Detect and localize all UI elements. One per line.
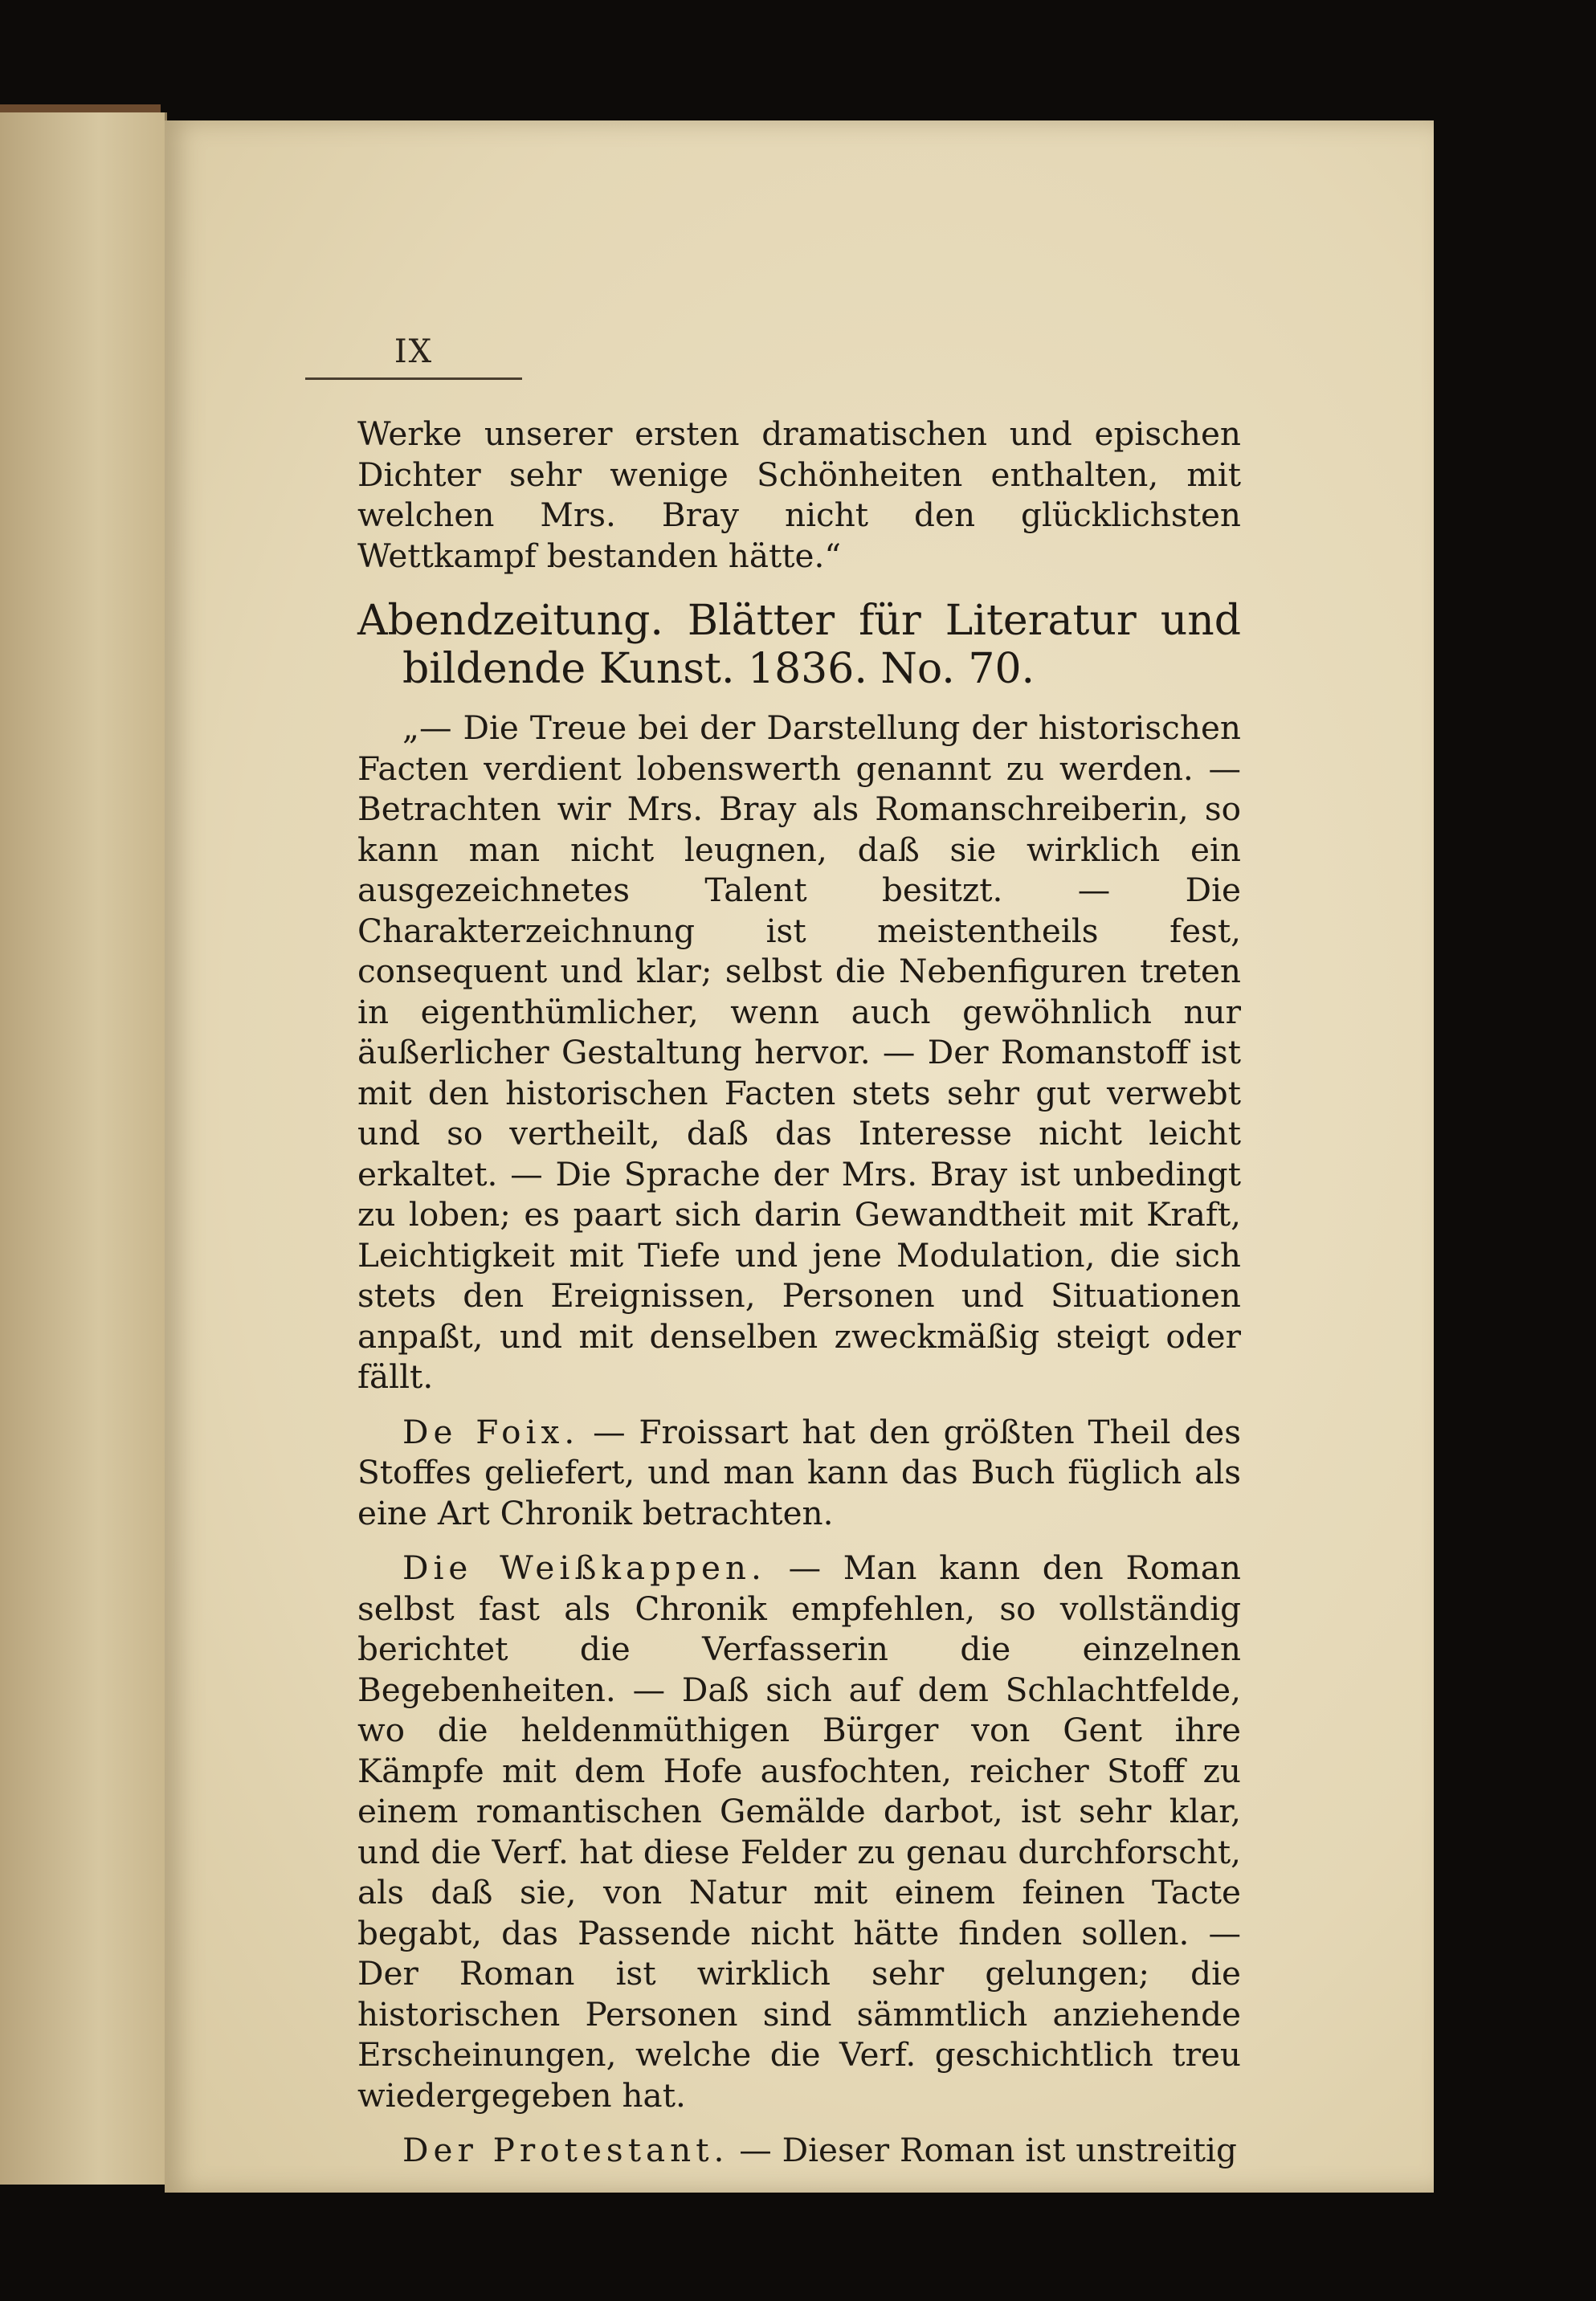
book-page: [165, 120, 1434, 2193]
protestant-title: Der Protestant.: [402, 2131, 729, 2169]
protestant-text: — Dieser Roman ist unstreitig: [729, 2131, 1237, 2169]
weisskappen-paragraph: [357, 1548, 1241, 2115]
defoix-paragraph: [357, 1412, 1241, 1534]
continuation-paragraph: Werke unserer ersten dramatischen und epischen Dichter sehr wenige Schönheiten enthalten, mit welchen Mrs. Bray nicht den glücklichsten Wettkampf bestanden hätte.“: [357, 414, 1241, 575]
defoix-title: De Foix.: [402, 1412, 580, 1451]
weisskappen-text: — Man kann den Roman selbst fast als Chronik empfehlen, so vollständig berichtet die Verfasserin die einzelnen Begebenheiten. — Daß sich auf dem Schlachtfelde, wo die heldenmüthigen Bürger von Gent ihre Kämpfe mit dem Hofe ausfochten, reicher Stoff zu einem romantischen Gemälde darbot, ist sehr klar, und die Verf. hat diese Felder zu genau durchforscht, als daß sie, von Natur mit einem feinen Tacte begabt, das Passende nicht hätte finden sollen. — Der Roman ist wirklich sehr gelungen; die historischen Personen sind sämmtlich anziehende Erscheinungen, welche die Verf. geschichtlich treu wiedergegeben hat.: [357, 1548, 1241, 2115]
header-rule: [305, 377, 522, 380]
page-number: IX: [394, 333, 434, 370]
page-text: [357, 414, 1241, 2171]
source-heading: Abendzeitung. Blätter für Literatur und bildende Kunst. 1836. No. 70.: [357, 597, 1241, 693]
left-page-edge: [0, 112, 167, 2185]
defoix-text: — Froissart hat den größten Theil des Stoffes geliefert, und man kann das Buch füglich als eine Art Chronik betrachten.: [357, 1412, 1241, 1532]
weisskappen-title: Die Weißkappen.: [402, 1548, 766, 1587]
protestant-paragraph: [357, 2130, 1241, 2171]
review-paragraph: „— Die Treue bei der Darstellung der historischen Facten verdient lobenswerth genannt zu werden. — Betrachten wir Mrs. Bray als Romanschreiberin, so kann man nicht leugnen, daß sie wirklich ein ausgezeichnetes Talent besitzt. — Die Charakterzeichnung ist meistentheils fest, consequent und klar; selbst die Nebenfiguren treten in eigenthümlicher, wenn auch gewöhnlich nur äußerlicher Gestaltung hervor. — Der Romanstoff ist mit den historischen Facten stets sehr gut verwebt und so vertheilt, daß das Interesse nicht leicht erkaltet. — Die Sprache der Mrs. Bray ist unbedingt zu loben; es paart sich darin Gewandtheit mit Kraft, Leichtigkeit mit Tiefe und jene Modulation, die sich stets den Ereignissen, Personen und Situationen anpaßt, und mit denselben zweckmäßig steigt oder fällt.: [357, 708, 1241, 1396]
